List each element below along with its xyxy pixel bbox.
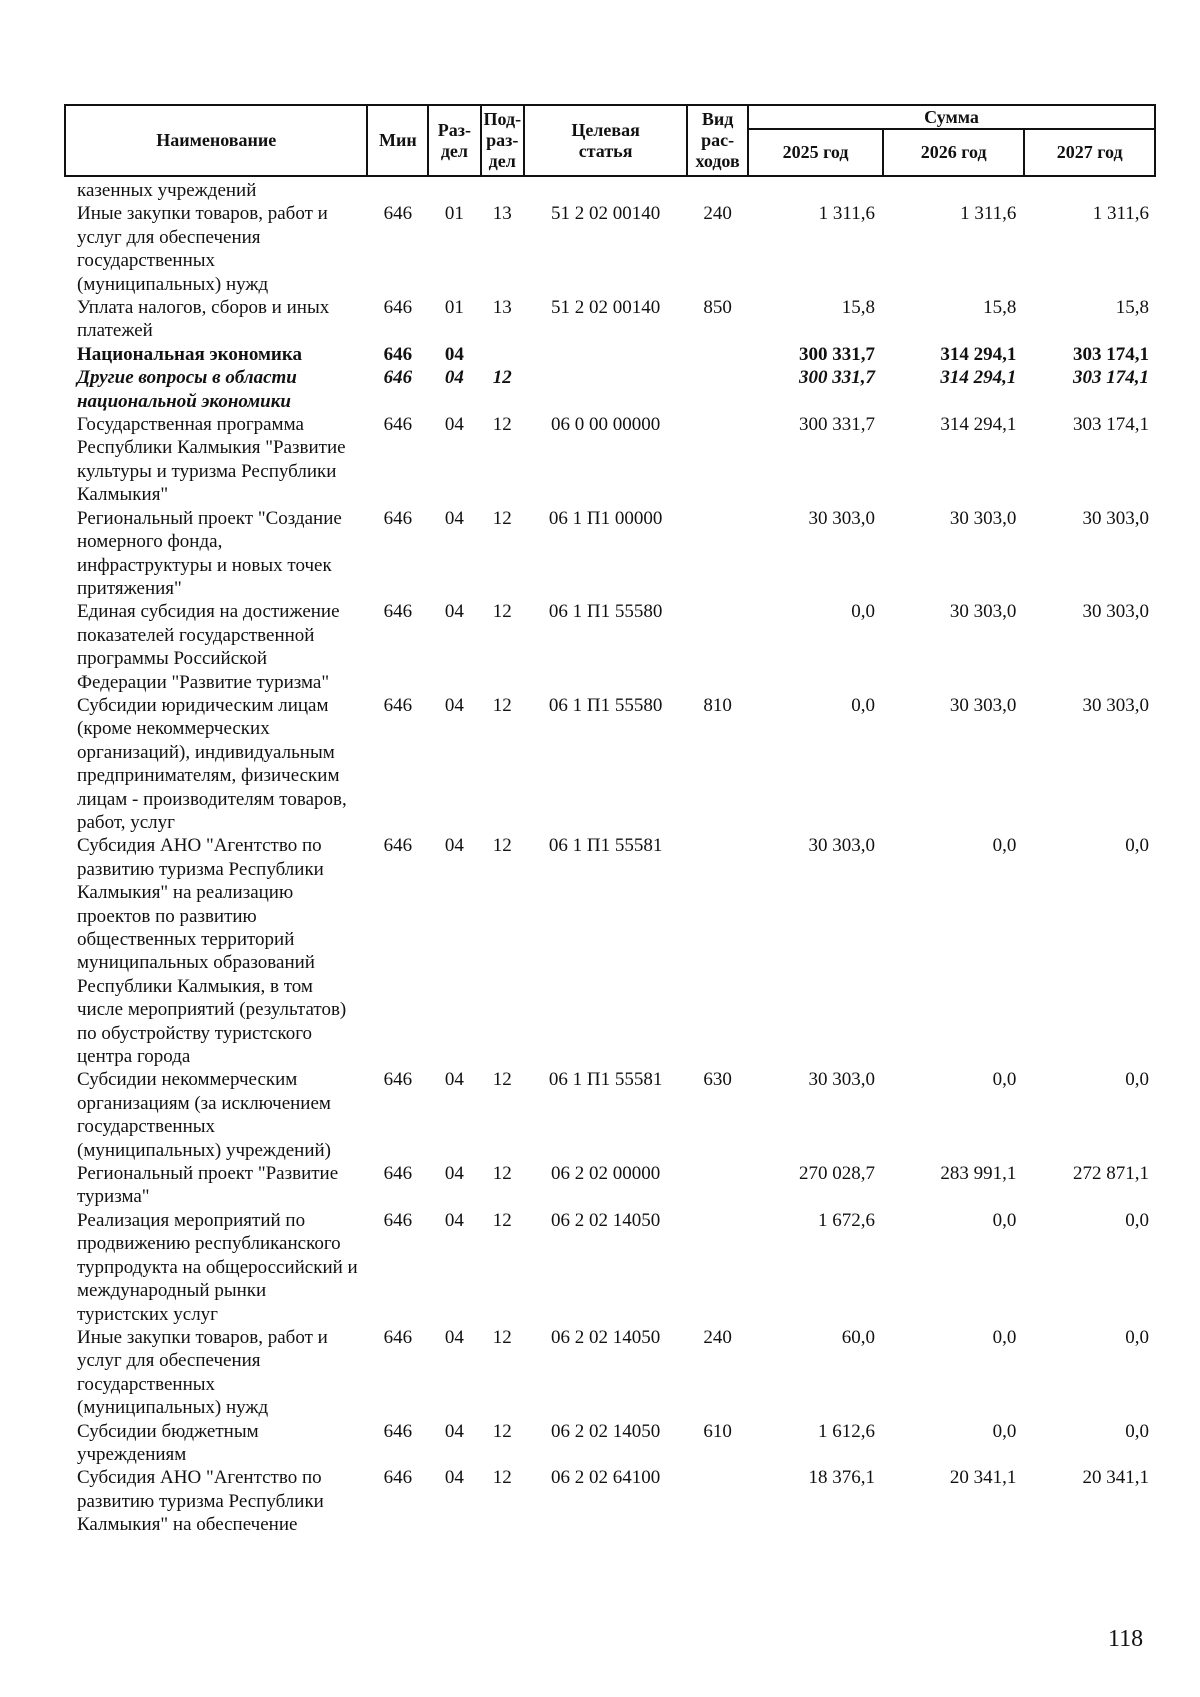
row-min: 646	[383, 835, 413, 857]
row-podrazdel: 12	[492, 1420, 512, 1442]
row-target: 06 2 02 00000	[550, 1163, 661, 1185]
row-min: 646	[383, 1326, 413, 1348]
row-sum-2027: 30 303,0	[1082, 507, 1149, 529]
table-row	[65, 202, 1155, 296]
row-name: Региональный проект "Развитие туризма"	[77, 1163, 339, 1208]
row-vid: 240	[703, 203, 732, 225]
page-number: 118	[1108, 1626, 1144, 1652]
row-sum-2027: 30 303,0	[1082, 694, 1149, 716]
row-vid	[687, 507, 748, 601]
row-sum-2025: 30 303,0	[808, 835, 875, 857]
row-sum-2027	[1024, 176, 1155, 202]
header-vid-line1: Вид	[701, 109, 734, 129]
row-razdel: 01	[444, 297, 464, 319]
row-razdel: 04	[444, 507, 464, 529]
row-min: 646	[383, 507, 413, 529]
row-name: Другие вопросы в области национальной экономики	[77, 367, 297, 412]
row-sum-2026: 314 294,1	[940, 343, 1017, 365]
row-razdel	[428, 176, 480, 202]
table-row	[65, 1209, 1155, 1326]
row-min	[367, 176, 428, 202]
row-sum-2027: 20 341,1	[1082, 1467, 1149, 1489]
row-sum-2027: 0,0	[1125, 1209, 1149, 1231]
row-vid	[687, 176, 748, 202]
row-name: Иные закупки товаров, работ и услуг для обеспечения государственных (муниципальных) нужд	[77, 203, 328, 295]
row-target: 06 0 00 00000	[550, 414, 661, 436]
header-razdel-line1: Раз-	[437, 119, 472, 140]
row-sum-2025: 15,8	[841, 297, 875, 319]
table-row	[65, 413, 1155, 507]
row-vid	[687, 1162, 748, 1209]
row-sum-2027: 303 174,1	[1073, 414, 1149, 436]
row-min: 646	[383, 343, 413, 365]
row-name: Государственная программа Республики Калмыкия "Развитие культуры и туризма Республики Калмыкия"	[77, 414, 346, 506]
row-sum-2025: 1 311,6	[818, 203, 875, 225]
row-min: 646	[383, 1467, 413, 1489]
header-summa: Сумма	[748, 105, 1155, 129]
row-target: 51 2 02 00140	[550, 203, 661, 225]
row-podrazdel: 12	[492, 601, 512, 623]
row-sum-2025: 60,0	[841, 1326, 875, 1348]
header-year-2027: 2027 год	[1024, 129, 1155, 176]
row-sum-2026: 30 303,0	[949, 601, 1017, 623]
row-target: 06 1 П1 55581	[548, 1069, 663, 1091]
row-sum-2025: 0,0	[851, 601, 875, 623]
row-sum-2026: 0,0	[992, 1326, 1017, 1348]
row-razdel: 04	[444, 343, 464, 365]
row-sum-2025: 300 331,7	[798, 367, 875, 389]
header-podrazdel-line3: дел	[488, 151, 516, 171]
row-target: 06 2 02 14050	[550, 1209, 661, 1231]
row-min: 646	[383, 1420, 413, 1442]
table-row	[65, 1466, 1155, 1536]
header-target	[524, 105, 687, 176]
row-name: Национальная экономика	[77, 343, 303, 365]
table-row	[65, 507, 1155, 601]
row-vid: 610	[703, 1420, 732, 1442]
row-vid	[687, 1466, 748, 1536]
row-sum-2027: 303 174,1	[1073, 367, 1149, 389]
row-razdel: 04	[444, 835, 464, 857]
row-name: Уплата налогов, сборов и иных платежей	[77, 297, 330, 342]
row-target	[524, 176, 687, 202]
row-sum-2026: 314 294,1	[940, 367, 1017, 389]
row-sum-2026	[883, 176, 1024, 202]
row-vid: 630	[703, 1069, 732, 1091]
row-target: 51 2 02 00140	[550, 297, 661, 319]
row-target: 06 1 П1 55580	[548, 694, 663, 716]
row-sum-2026: 0,0	[992, 835, 1017, 857]
row-podrazdel: 12	[492, 367, 512, 389]
row-sum-2026: 30 303,0	[949, 694, 1017, 716]
table-row	[65, 1326, 1155, 1420]
row-sum-2027: 303 174,1	[1073, 343, 1149, 365]
row-sum-2026: 0,0	[992, 1420, 1017, 1442]
row-sum-2026: 1 311,6	[960, 203, 1017, 225]
row-name: Иные закупки товаров, работ и услуг для обеспечения государственных (муниципальных) нужд	[77, 1326, 328, 1419]
header-vid-line3: ходов	[695, 151, 740, 171]
header-razdel	[428, 105, 480, 176]
header-vid-line2: рас-	[701, 130, 735, 150]
row-sum-2027: 30 303,0	[1082, 601, 1149, 623]
row-target: 06 1 П1 55580	[548, 601, 663, 623]
row-sum-2026: 15,8	[983, 297, 1017, 319]
row-podrazdel: 12	[492, 1326, 512, 1348]
row-podrazdel: 12	[492, 694, 512, 716]
table-row	[65, 694, 1155, 834]
row-min: 646	[383, 1163, 413, 1185]
row-vid	[687, 343, 748, 366]
row-target: 06 2 02 14050	[550, 1326, 661, 1348]
header-vid	[687, 105, 748, 176]
row-min: 646	[383, 1069, 413, 1091]
row-vid	[687, 1209, 748, 1326]
row-name: Единая субсидия на достижение показателей государственной программы Российской Федерации "Развитие туризма"	[77, 601, 340, 693]
row-min: 646	[383, 367, 413, 389]
row-name: Субсидия АНО "Агентство по развитию туризма Республики Калмыкия" на обеспечение	[77, 1467, 324, 1536]
row-podrazdel: 13	[492, 203, 512, 225]
row-podrazdel: 12	[492, 1209, 512, 1231]
row-sum-2025: 300 331,7	[798, 343, 875, 365]
row-sum-2025: 0,0	[851, 694, 875, 716]
row-sum-2027: 0,0	[1125, 1326, 1149, 1348]
row-podrazdel	[481, 176, 525, 202]
row-podrazdel: 12	[492, 835, 512, 857]
table-row	[65, 296, 1155, 343]
row-podrazdel: 12	[492, 1467, 512, 1489]
header-razdel-line2: дел	[440, 140, 469, 161]
row-sum-2025: 18 376,1	[808, 1467, 875, 1489]
row-podrazdel: 12	[492, 507, 512, 529]
table-row	[65, 1068, 1155, 1162]
header-year-2025: 2025 год	[748, 129, 883, 176]
table-row	[65, 600, 1155, 694]
row-min: 646	[383, 414, 413, 436]
row-min: 646	[383, 694, 413, 716]
row-podrazdel: 13	[492, 297, 512, 319]
row-sum-2027: 1 311,6	[1092, 203, 1149, 225]
row-vid: 850	[703, 297, 732, 319]
row-razdel: 04	[444, 414, 464, 436]
row-min: 646	[383, 1209, 413, 1231]
row-razdel: 04	[444, 1420, 464, 1442]
row-razdel: 01	[444, 203, 464, 225]
row-razdel: 04	[444, 601, 464, 623]
row-sum-2026: 30 303,0	[949, 507, 1017, 529]
row-sum-2025	[748, 176, 883, 202]
row-target	[524, 366, 687, 413]
table-row	[65, 176, 1155, 202]
row-name: Субсидии юридическим лицам (кроме некоммерческих организаций), индивидуальным предпринимателям, физическим лицам - производителям товаров, работ, услуг	[77, 694, 347, 833]
row-sum-2025: 30 303,0	[808, 1069, 875, 1091]
header-name: Наименование	[65, 105, 367, 176]
row-min: 646	[383, 297, 413, 319]
header-min: Мин	[367, 105, 428, 176]
row-target: 06 2 02 14050	[550, 1420, 661, 1442]
table-row	[65, 834, 1155, 1068]
table-row	[65, 366, 1155, 413]
row-sum-2027: 0,0	[1125, 1069, 1149, 1091]
budget-table	[64, 104, 1156, 1537]
row-vid	[687, 834, 748, 1068]
row-target: 06 1 П1 00000	[548, 507, 663, 529]
row-vid	[687, 366, 748, 413]
row-sum-2025: 1 672,6	[817, 1209, 875, 1231]
row-sum-2025: 30 303,0	[808, 507, 875, 529]
row-podrazdel: 12	[492, 1163, 512, 1185]
row-name: Региональный проект "Создание номерного фонда, инфраструктуры и новых точек притяжения"	[77, 507, 342, 599]
header-target-line1: Целевая	[571, 119, 640, 140]
header-year-2026: 2026 год	[883, 129, 1024, 176]
row-sum-2025: 270 028,7	[798, 1163, 875, 1185]
row-podrazdel	[481, 343, 525, 366]
row-podrazdel: 12	[492, 414, 512, 436]
row-razdel: 04	[444, 1209, 464, 1231]
row-sum-2025: 1 612,6	[817, 1420, 875, 1442]
header-podrazdel-line1: Под-	[483, 109, 522, 129]
row-razdel: 04	[444, 1163, 464, 1185]
header-podrazdel-line2: раз-	[486, 130, 519, 150]
row-vid	[687, 413, 748, 507]
row-razdel: 04	[444, 1326, 464, 1348]
row-razdel: 04	[444, 367, 464, 389]
row-razdel: 04	[444, 1069, 464, 1091]
row-razdel: 04	[444, 694, 464, 716]
header-podrazdel	[481, 105, 525, 176]
row-vid: 810	[703, 694, 732, 716]
row-name: Субсидии некоммерческим организациям (за исключением государственных (муниципальных) учреждений)	[77, 1069, 331, 1161]
row-name: Субсидии бюджетным учреждениям	[77, 1420, 259, 1465]
table-body	[65, 176, 1155, 1537]
table-row	[65, 1420, 1155, 1467]
row-sum-2026: 20 341,1	[949, 1467, 1017, 1489]
row-sum-2027: 272 871,1	[1073, 1163, 1149, 1185]
table-header	[65, 105, 1155, 176]
row-sum-2027: 15,8	[1115, 297, 1149, 319]
row-razdel: 04	[444, 1467, 464, 1489]
row-target: 06 1 П1 55581	[548, 835, 663, 857]
row-name: казенных учреждений	[77, 180, 257, 201]
header-target-line2: статья	[578, 140, 633, 161]
row-vid: 240	[703, 1326, 732, 1348]
row-podrazdel: 12	[492, 1069, 512, 1091]
row-sum-2026: 0,0	[992, 1069, 1017, 1091]
row-name: Реализация мероприятий по продвижению республиканского турпродукта на общероссийский и международный рынки туристских услуг	[77, 1209, 358, 1325]
row-vid	[687, 600, 748, 694]
row-min: 646	[383, 601, 413, 623]
table-row	[65, 343, 1155, 366]
row-name: Субсидия АНО "Агентство по развитию туризма Республики Калмыкия" на реализацию проектов по развитию общественных территорий муниципальных образований Республики Калмыкия, в том числе мероприятий (результатов) по обустройству туристского центра города	[77, 835, 347, 1068]
row-sum-2025: 300 331,7	[798, 414, 875, 436]
row-target	[524, 343, 687, 366]
row-min: 646	[383, 203, 413, 225]
row-sum-2026: 314 294,1	[940, 414, 1017, 436]
row-target: 06 2 02 64100	[550, 1467, 661, 1489]
row-sum-2026: 283 991,1	[940, 1163, 1017, 1185]
row-sum-2027: 0,0	[1125, 835, 1149, 857]
table-row	[65, 1162, 1155, 1209]
row-sum-2026: 0,0	[992, 1209, 1017, 1231]
row-sum-2027: 0,0	[1125, 1420, 1149, 1442]
